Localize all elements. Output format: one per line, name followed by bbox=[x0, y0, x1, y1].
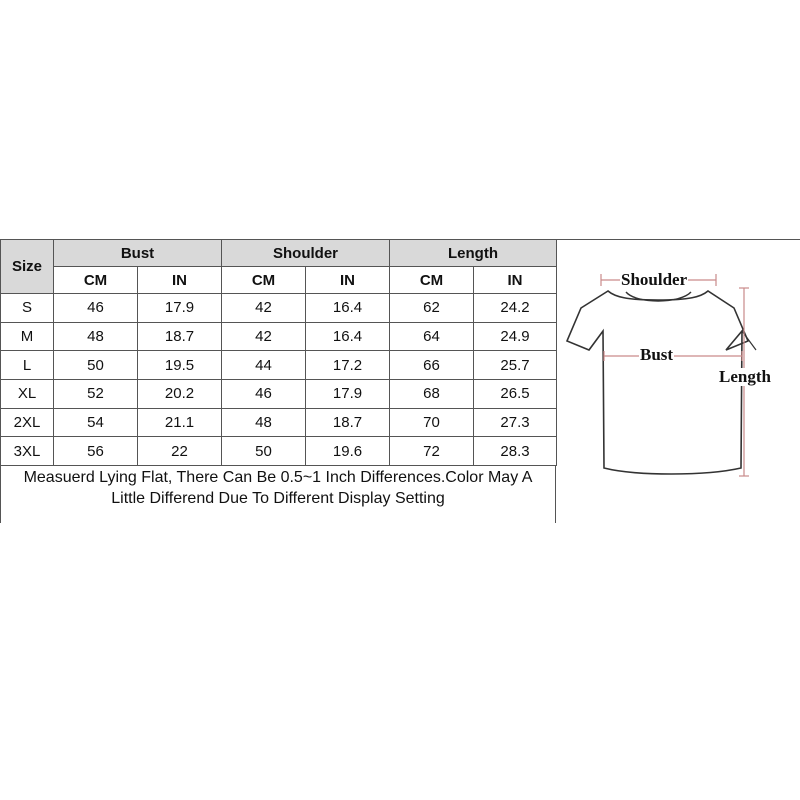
measurement-cell: 50 bbox=[222, 437, 306, 466]
measurement-cell: 68 bbox=[390, 380, 474, 409]
size-cell: M bbox=[1, 322, 54, 351]
measurement-cell: 18.7 bbox=[138, 322, 222, 351]
note-line-2: Little Differend Due To Different Display Setting bbox=[111, 490, 445, 507]
measurement-cell: 44 bbox=[222, 351, 306, 380]
measurement-cell: 64 bbox=[390, 322, 474, 351]
unit-header: CM bbox=[390, 267, 474, 294]
measurement-cell: 26.5 bbox=[474, 380, 557, 409]
table-row bbox=[1, 294, 557, 323]
measurement-cell: 25.7 bbox=[474, 351, 557, 380]
measurement-cell: 46 bbox=[222, 380, 306, 409]
measurement-cell: 46 bbox=[54, 294, 138, 323]
measurement-cell: 42 bbox=[222, 294, 306, 323]
bust-group-header: Bust bbox=[54, 240, 222, 267]
measurement-cell: 66 bbox=[390, 351, 474, 380]
measurement-cell: 54 bbox=[54, 408, 138, 437]
measurement-cell: 16.4 bbox=[306, 322, 390, 351]
table-row bbox=[1, 408, 557, 437]
tshirt-diagram bbox=[556, 239, 800, 523]
size-table bbox=[0, 239, 557, 466]
measurement-cell: 19.6 bbox=[306, 437, 390, 466]
measurement-cell: 48 bbox=[54, 322, 138, 351]
measurement-cell: 24.9 bbox=[474, 322, 557, 351]
unit-header: CM bbox=[54, 267, 138, 294]
unit-header-row bbox=[1, 267, 557, 294]
length-label: Length bbox=[719, 367, 771, 386]
unit-header: CM bbox=[222, 267, 306, 294]
measurement-cell: 20.2 bbox=[138, 380, 222, 409]
shoulder-label: Shoulder bbox=[621, 270, 688, 289]
size-cell: S bbox=[1, 294, 54, 323]
measurement-cell: 42 bbox=[222, 322, 306, 351]
size-cell: L bbox=[1, 351, 54, 380]
measurement-cell: 24.2 bbox=[474, 294, 557, 323]
shoulder-group-header: Shoulder bbox=[222, 240, 390, 267]
measurement-cell: 21.1 bbox=[138, 408, 222, 437]
unit-header: IN bbox=[306, 267, 390, 294]
unit-header: IN bbox=[138, 267, 222, 294]
bust-label: Bust bbox=[640, 345, 674, 364]
measurement-note bbox=[0, 465, 556, 523]
size-cell: XL bbox=[1, 380, 54, 409]
measurement-cell: 48 bbox=[222, 408, 306, 437]
measurement-cell: 22 bbox=[138, 437, 222, 466]
table-row bbox=[1, 380, 557, 409]
table-row bbox=[1, 322, 557, 351]
measurement-cell: 16.4 bbox=[306, 294, 390, 323]
measurement-cell: 17.9 bbox=[138, 294, 222, 323]
measurement-cell: 72 bbox=[390, 437, 474, 466]
measurement-cell: 56 bbox=[54, 437, 138, 466]
length-group-header: Length bbox=[390, 240, 557, 267]
measurement-cell: 19.5 bbox=[138, 351, 222, 380]
measurement-cell: 27.3 bbox=[474, 408, 557, 437]
measurement-cell: 52 bbox=[54, 380, 138, 409]
table-row bbox=[1, 437, 557, 466]
measurement-cell: 50 bbox=[54, 351, 138, 380]
size-chart bbox=[0, 239, 800, 523]
unit-header: IN bbox=[474, 267, 557, 294]
measurement-cell: 62 bbox=[390, 294, 474, 323]
measurement-cell: 17.2 bbox=[306, 351, 390, 380]
size-column-header: Size bbox=[1, 240, 54, 294]
group-header-row bbox=[1, 240, 557, 267]
measurement-cell: 17.9 bbox=[306, 380, 390, 409]
size-cell: 3XL bbox=[1, 437, 54, 466]
measurement-cell: 70 bbox=[390, 408, 474, 437]
note-line-1: Measuerd Lying Flat, There Can Be 0.5~1 Inch Differences.Color May A bbox=[23, 469, 533, 486]
measurement-cell: 18.7 bbox=[306, 408, 390, 437]
size-cell: 2XL bbox=[1, 408, 54, 437]
measurement-cell: 28.3 bbox=[474, 437, 557, 466]
table-row bbox=[1, 351, 557, 380]
